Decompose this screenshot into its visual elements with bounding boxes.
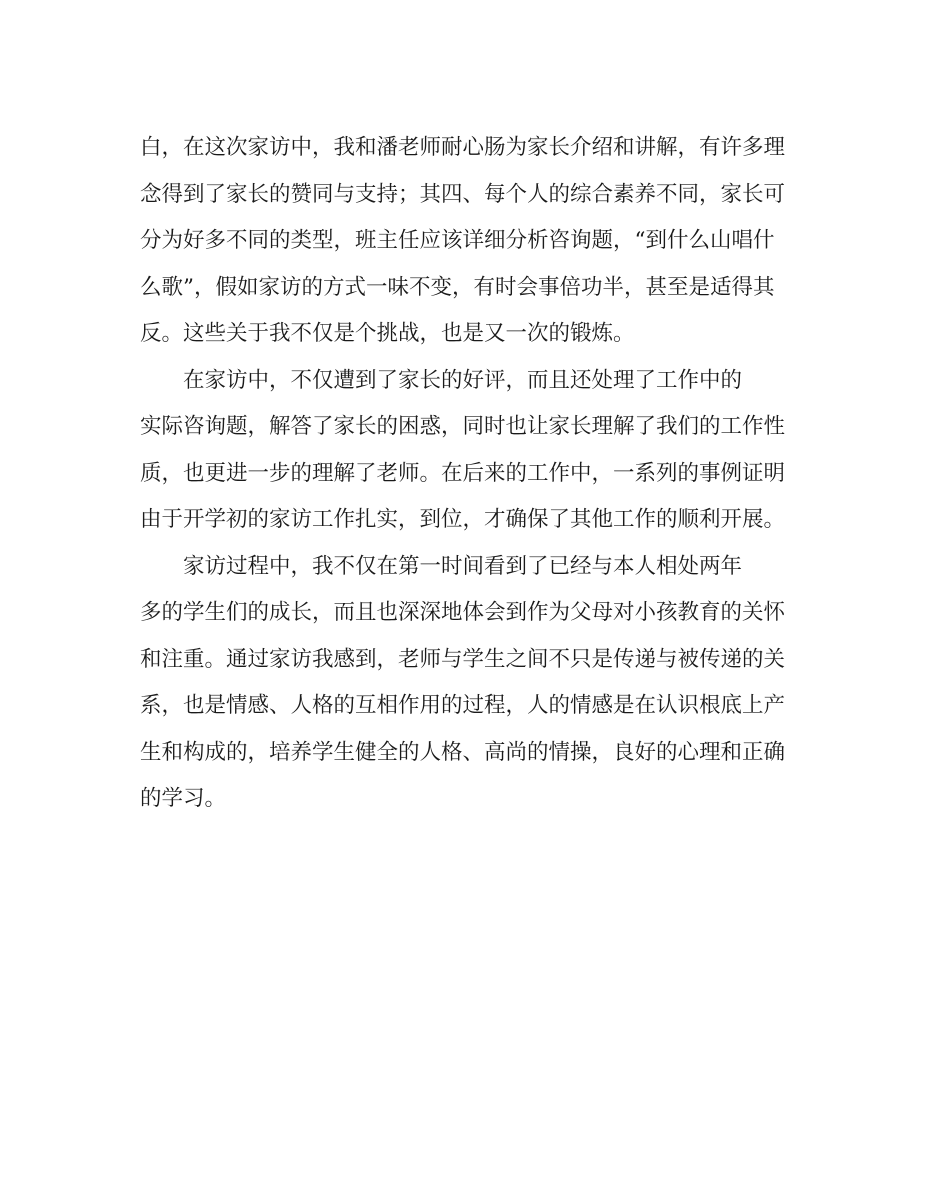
- text-line: 多的学生们的成长，而且也深深地体会到作为父母对小孩教育的关怀: [140, 600, 786, 625]
- text-line: 的学习。: [140, 786, 227, 811]
- paragraph-3: [140, 544, 796, 823]
- text-line: 念得到了家长的赞同与支持；其四、每个人的综合素养不同，家长可: [140, 181, 786, 207]
- paragraph-2: [140, 358, 796, 544]
- text-line: 反。这些关于我不仅是个挑战，也是又一次的锻炼。: [140, 321, 635, 346]
- text-line: 生和构成的，培养学生健全的人格、高尚的情操，良好的心理和正确: [140, 739, 786, 765]
- paragraph-1: [140, 125, 796, 358]
- text-line: 质，也更进一步的理解了老师。在后来的工作中，一系列的事例证明: [140, 460, 786, 486]
- text-line: 么歌”，假如家访的方式一味不变，有时会事倍功半，甚至是适得其: [140, 274, 775, 300]
- text-line: 系，也是情感、人格的互相作用的过程，人的情感是在认识根底上产: [140, 693, 786, 718]
- text-line: 在家访中，不仅遭到了家长的好评，而且还处理了工作中的: [140, 367, 743, 393]
- text-line: 分为好多不同的类型，班主任应该详细分析咨询题，“到什么山唱什: [140, 228, 775, 253]
- document-body: [140, 125, 796, 823]
- text-line: 家访过程中，我不仅在第一时间看到了已经与本人相处两年: [140, 553, 743, 579]
- text-line: 实际咨询题，解答了家长的困惑，同时也让家长理解了我们的工作性: [140, 414, 786, 439]
- text-line: 和注重。通过家访我感到，老师与学生之间不只是传递与被传递的关: [140, 646, 786, 672]
- text-line: 由于开学初的家访工作扎实，到位，才确保了其他工作的顺利开展。: [140, 507, 786, 532]
- text-line: 白，在这次家访中，我和潘老师耐心肠为家长介绍和讲解，有许多理: [140, 135, 786, 160]
